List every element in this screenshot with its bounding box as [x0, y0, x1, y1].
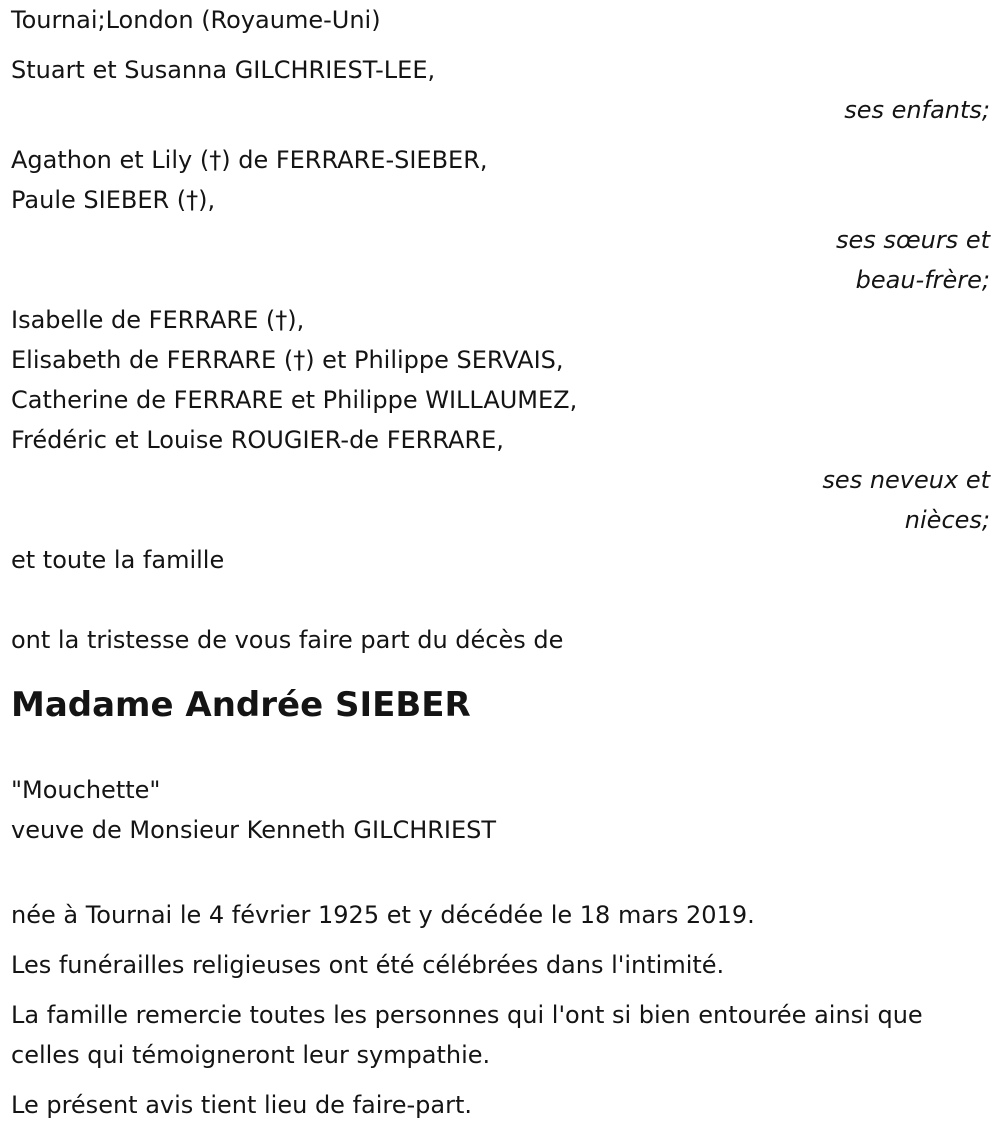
family-line: et toute la famille: [11, 546, 225, 574]
children-group: [11, 50, 990, 130]
nephews-role: nièces;: [904, 506, 990, 534]
funeral-line: Les funérailles religieuses ont été célébrées dans l'intimité.: [11, 951, 725, 979]
nephews-role: ses neveux et: [822, 466, 990, 494]
siblings-group: [11, 140, 990, 300]
nephew-name: Isabelle de FERRARE (†),: [11, 306, 305, 334]
deceased-name: Madame Andrée SIEBER: [11, 685, 471, 725]
sibling-name: Paule SIEBER (†),: [11, 186, 216, 214]
siblings-role: ses sœurs et: [836, 226, 990, 254]
thanks-paragraph: La famille remercie toutes les personnes qui l'ont si bien entourée ainsi que celles qui témoigneront leur sympathie.: [11, 1001, 923, 1069]
siblings-role: beau-frère;: [855, 266, 990, 294]
obituary-notice: [11, 0, 990, 1125]
nephew-name: Elisabeth de FERRARE (†) et Philippe SERVAIS,: [11, 346, 564, 374]
widow-line: veuve de Monsieur Kenneth GILCHRIEST: [11, 816, 497, 844]
announcement-line: ont la tristesse de vous faire part du décès de: [11, 626, 564, 654]
nephew-name: Catherine de FERRARE et Philippe WILLAUMEZ,: [11, 386, 578, 414]
sibling-name: Agathon et Lily (†) de FERRARE-SIEBER,: [11, 146, 488, 174]
closing-line: Le présent avis tient lieu de faire-part.: [11, 1091, 473, 1119]
birth-death-line: née à Tournai le 4 février 1925 et y décédée le 18 mars 2019.: [11, 901, 755, 929]
location-line: Tournai;London (Royaume-Uni): [11, 6, 381, 34]
nickname: "Mouchette": [11, 776, 161, 804]
nephew-name: Frédéric et Louise ROUGIER-de FERRARE,: [11, 426, 504, 454]
children-role: ses enfants;: [844, 96, 990, 124]
nephews-group: [11, 300, 990, 540]
children-names: Stuart et Susanna GILCHRIEST-LEE,: [11, 56, 436, 84]
